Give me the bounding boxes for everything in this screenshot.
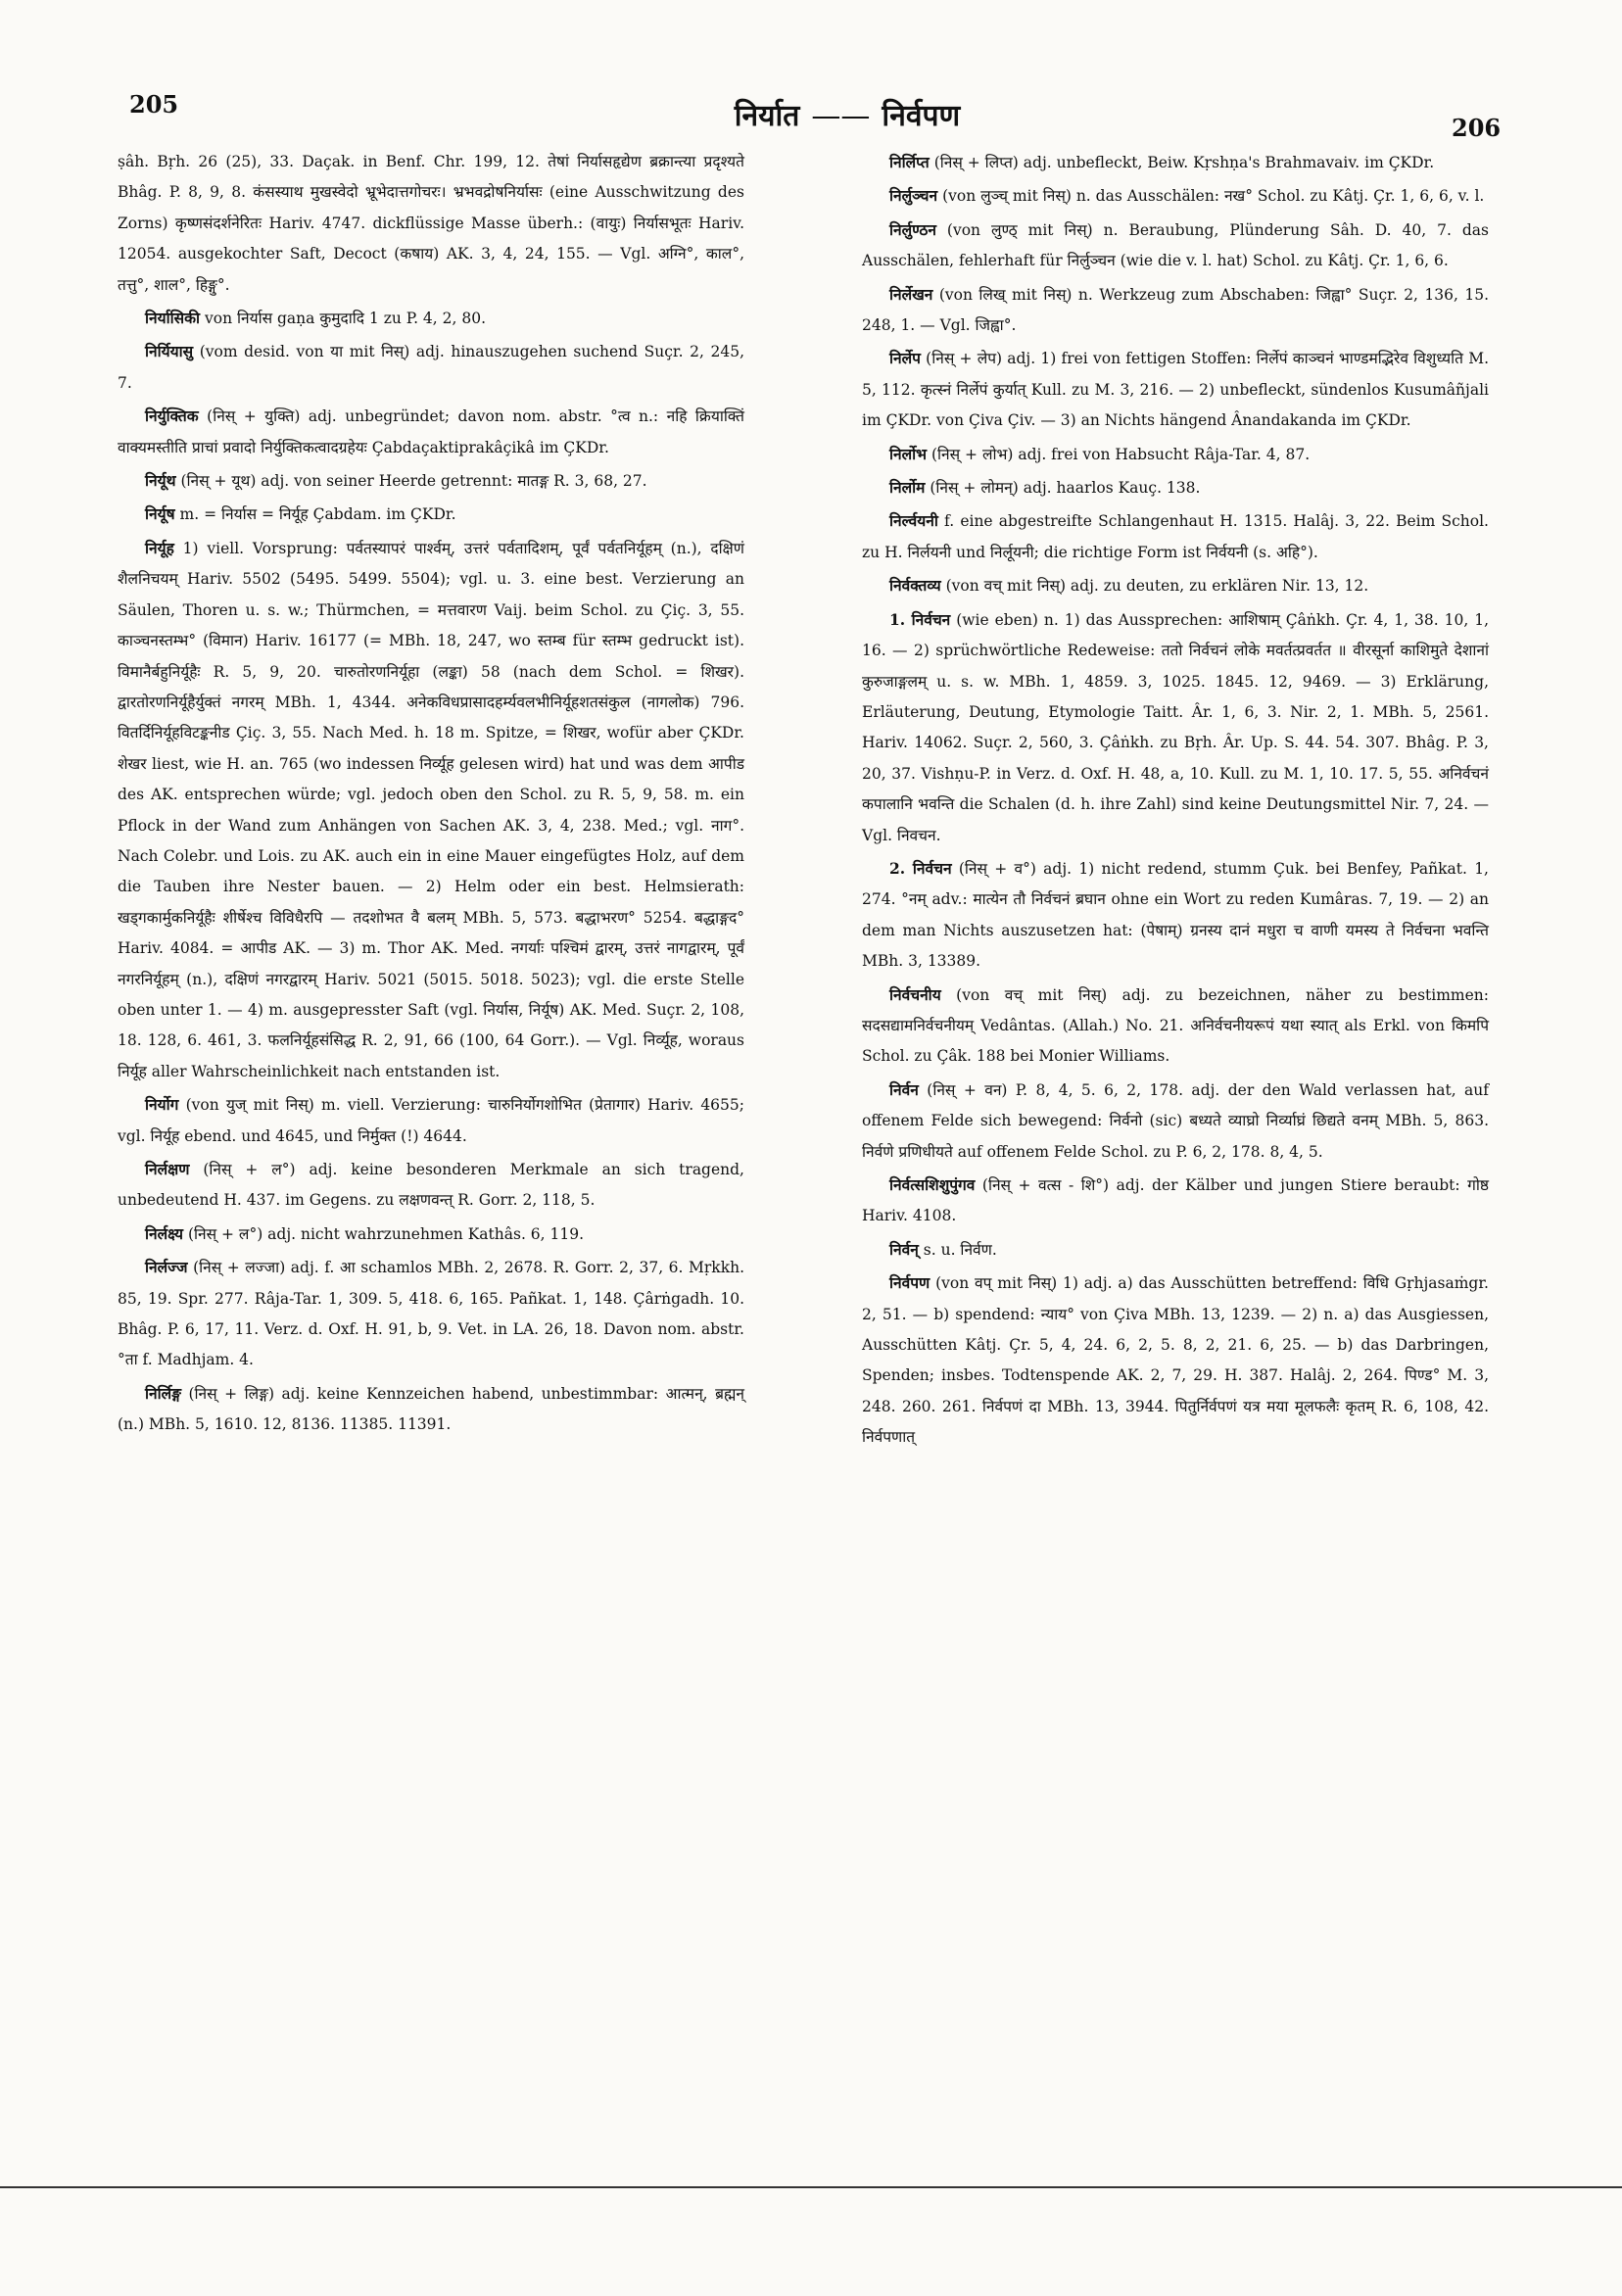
entry-headword: निर्लज्ज xyxy=(145,1258,188,1277)
entry-headword: निर्लुञ्चन xyxy=(889,186,938,206)
entry-text: (निस् + लज्जा) adj. f. आ schamlos MBh. 2, 2678. R. Gorr. 2, 37, 6. Mṛkkh. 85, 19. Spr. 277. Râja-Tar. 1, 309. 5, 418. 6, 165. Pañkat. 1, 148. Çârṅgadh. 10. Bhâg. P. 6, 17, 11. Verz. d. Oxf. H. 91, b, 9. Vet. in LA. 26, 18. Davon nom. abstr. °ता f. Madhjam. 4. xyxy=(118,1259,744,1369)
header-dash: —— xyxy=(811,99,871,133)
entry-headword: निर्ल्वयनी xyxy=(889,511,938,531)
running-header xyxy=(686,94,1009,134)
entry-headword: निर्यूष xyxy=(145,504,175,524)
entry-text: (निस् + लोमन्) adj. haarlos Kauç. 138. xyxy=(930,479,1201,498)
entry-headword: निर्यूह xyxy=(145,538,174,557)
dictionary-entry xyxy=(862,180,1489,212)
entry-text: (निस् + लोभ) adj. frei von Habsucht Râja-Tar. 4, 87. xyxy=(930,445,1311,463)
entry-headword: निर्यासिकी xyxy=(145,309,201,328)
dictionary-entry xyxy=(118,401,744,463)
entry-headword: निर्वन् xyxy=(889,1239,919,1259)
entry-headword: निर्लोभ xyxy=(889,444,928,463)
dictionary-entry xyxy=(118,336,744,399)
dictionary-entry xyxy=(862,343,1489,436)
entry-headword: निर्लक्ष्य xyxy=(145,1223,184,1243)
dictionary-entry xyxy=(862,472,1489,503)
entry-text: (निस् + लेप) adj. 1) frei von fettigen Stoffen: निर्लेपं काञ्चनं भाण्डमद्भिरेव विशुध्यति M. 5, 112. कृत्स्नं निर्लेपं कुर्यात् Kull. zu M. 3, 216. — 2) unbefleckt, sündenlos Kusumâñjali im ÇKDr. von Çiva Çiv. — 3) an Nichts hängend Ânandakanda im ÇKDr. xyxy=(862,350,1489,430)
dictionary-entry xyxy=(118,499,744,530)
entry-text: (von वप् mit निस्) 1) adj. a) das Ausschütten betreffend: विधि Gṛhjasaṁgr. 2, 51. — b) spendend: न्याय° von Çiva MBh. 13, 1239. — 2) n. a) das Ausgiessen, Ausschütten Kâtj. Çr. 5, 4, 24. 6, 2, 5. 8, 2, 21. 6, 25. — b) das Darbringen, Spenden; insbes. Todtenspende AK. 2, 7, 29. H. 387. Halâj. 2, 264. पिण्ड° M. 3, 248. 260. 261. निर्वपणं दा MBh. 13, 3944. पितुर्निर्वपणं यत्र मया मूलफलैः कृतम् R. 6, 108, 42. निर्वपणात् xyxy=(862,1274,1489,1447)
entry-text: s. u. निर्वण. xyxy=(923,1240,997,1259)
entry-headword: निर्लिङ्ग xyxy=(145,1383,181,1403)
entry-headword: निर्वन xyxy=(889,1079,919,1099)
entry-headword: निर्वत्सशिशुपुंगव xyxy=(889,1175,976,1194)
dictionary-entry xyxy=(862,570,1489,601)
entry-text: (von लिख् mit निस्) n. Werkzeug zum Abschaben: जिह्वा° Suçr. 2, 136, 15. 248, 1. — Vgl. जिह्वा°. xyxy=(862,285,1489,335)
dictionary-entry xyxy=(118,1089,744,1152)
entry-headword: निर्यियासु xyxy=(145,342,194,361)
entry-text: (निस् + लिप्त) adj. unbefleckt, Beiw. Kṛshṇa's Brahmavaiv. im ÇKDr. xyxy=(933,154,1435,171)
entry-text: (von वच् mit निस्) adj. zu bezeichnen, näher zu bestimmen: सदसद्यामनिर्वचनीयम् Vedântas. (Allah.) No. 21. अनिर्वचनीयरूपं यथा स्यात् als Erkl. von किमपि Schol. zu Çâk. 188 bei Monier Williams. xyxy=(862,985,1489,1066)
dictionary-entry xyxy=(118,1154,744,1217)
dictionary-entry xyxy=(862,215,1489,277)
dictionary-entry xyxy=(118,1378,744,1441)
dictionary-entry xyxy=(862,505,1489,568)
entry-text: (von युज् mit निस्) m. viell. Verzierung: चारुनिर्योगशोभित (प्रेतागार) Hariv. 4655; vgl. निर्यूह ebend. und 4645, und निर्मुक्त (!) 4644. xyxy=(118,1096,744,1145)
entry-text: (निस् + वन) P. 8, 4, 5. 6, 2, 178. adj. der den Wald verlassen hat, auf offenem Felde sich bewegend: निर्वनो (sic) बध्यते व्याघ्रो निर्व्याघ्रं छिद्यते वनम् MBh. 5, 863. निर्वणे प्रणिधीयते auf offenem Felde Schol. zu P. 6, 2, 178. 8, 4, 5. xyxy=(862,1080,1489,1161)
entry-headword: निर्वक्तव्य xyxy=(889,576,941,596)
entry-text: (निस् + वत्स - शि°) adj. der Kälber und jungen Stiere beraubt: गोष्ठ Hariv. 4108. xyxy=(862,1176,1489,1225)
entry-text: ṣâh. Bṛh. 26 (25), 33. Daçak. in Benf. Chr. 199, 12. तेषां निर्यासहृद्येण ब्रक्रान्त्या प्रदृश्यते Bhâg. P. 8, 9, 8. कंसस्याथ मुखस्वेदो भ्रूभेदात्तगोचरः। भ्रभवद्रोषनिर्यासः (eine Ausschwitzung des Zorns) कृष्णसंदर्शनेरितः Hariv. 4747. dickflüssige Masse überh.: (वायुः) निर्यासभूतः Hariv. 12054. ausgekochter Saft, Decoct (कषाय) AK. 3, 4, 24, 155. — Vgl. अग्नि°, काल°, तत्तु°, शाल°, हिङ्गु°. xyxy=(118,153,744,294)
dictionary-entry xyxy=(862,1268,1489,1453)
bottom-rule xyxy=(0,2186,1622,2188)
header-first-word: निर्यात xyxy=(734,99,800,133)
entry-text: (निस् + लिङ्ग) adj. keine Kennzeichen habend, unbestimmbar: आत्मन्, ब्रह्मन् (n.) MBh. 5, 1610. 12, 8136. 11385. 11391. xyxy=(118,1384,744,1434)
entry-text: von निर्यास gaṇa कुमुदादि 1 zu P. 4, 2, 80. xyxy=(204,310,487,328)
dictionary-entry xyxy=(118,147,744,301)
entry-text: (निस् + ल°) adj. nicht wahrzunehmen Kathâs. 6, 119. xyxy=(187,1224,585,1243)
entry-headword: निर्लोम xyxy=(889,478,926,498)
entry-headword: निर्लिप्त xyxy=(889,153,930,171)
dictionary-entry xyxy=(118,303,744,334)
entry-text: (निस् + यूथ) adj. von seiner Heerde getrennt: मातङ्ग R. 3, 68, 27. xyxy=(180,472,647,491)
dictionary-entry xyxy=(862,439,1489,470)
dictionary-entry xyxy=(862,604,1489,851)
entry-headword: निर्वचनीय xyxy=(889,984,941,1004)
entry-text: (von लुञ्च् mit निस्) n. das Ausschälen: नख° Schol. zu Kâtj. Çr. 1, 6, 6, v. l. xyxy=(942,187,1485,206)
entry-headword: 1. निर्वचन xyxy=(889,609,951,629)
entry-headword: निर्लेखन xyxy=(889,284,933,304)
entry-text: (von लुण्ठ् mit निस्) n. Beraubung, Plünderung Sâh. D. 40, 7. das Ausschälen, fehlerhaft für निर्लुञ्चन (wie die v. l. hat) Schol. zu Kâtj. Çr. 1, 6, 6. xyxy=(862,220,1489,270)
entry-text: (vom desid. von या mit निस्) adj. hinauszugehen suchend Suçr. 2, 245, 7. xyxy=(118,343,744,392)
dictionary-entry xyxy=(862,980,1489,1073)
dictionary-entry xyxy=(862,279,1489,342)
dictionary-entry xyxy=(118,533,744,1087)
page-number-right: 206 xyxy=(1452,114,1502,142)
dictionary-entry xyxy=(862,1234,1489,1266)
page-number-left: 205 xyxy=(129,90,179,119)
entry-text: f. eine abgestreifte Schlangenhaut H. 1315. Halâj. 3, 22. Beim Schol. zu H. निर्लयनी und निर्लूयनी; die richtige Form ist निर्वयनी (s. अहि°). xyxy=(862,512,1489,561)
dictionary-entry xyxy=(118,1219,744,1250)
entry-headword: 2. निर्वचन xyxy=(889,858,952,878)
entry-headword: निर्लक्षण xyxy=(145,1160,190,1178)
dictionary-entry xyxy=(118,1252,744,1376)
entry-headword: निर्वपण xyxy=(889,1273,930,1293)
header-last-word: निर्वपण xyxy=(882,99,961,133)
dictionary-entry xyxy=(862,1170,1489,1232)
entry-headword: निर्लुण्ठन xyxy=(889,219,936,239)
entry-headword: निर्योग xyxy=(145,1095,179,1115)
entry-text: (निस् + व°) adj. 1) nicht redend, stumm Çuk. bei Benfey, Pañkat. 1, 274. °नम् adv.: मात्येन तौ निर्वचनं ब्रघान ohne ein Wort zu reden Kumâras. 7, 19. — 2) an dem man Nichts auszusetzen hat: (पेषाम्) ग्रनस्य दानं मधुरा च वाणी यमस्य ते निर्वचना भवन्ति MBh. 3, 13389. xyxy=(862,859,1489,971)
entry-headword: निर्यूथ xyxy=(145,471,176,491)
dictionary-entry xyxy=(118,465,744,497)
dictionary-entry xyxy=(862,853,1489,978)
dictionary-entry xyxy=(862,147,1489,178)
left-column xyxy=(118,147,744,1441)
entry-headword: निर्लेप xyxy=(889,349,921,368)
entry-text: (निस् + ल°) adj. keine besonderen Merkmale an sich tragend, unbedeutend H. 437. im Gegens. zu लक्षणवन्त् R. Gorr. 2, 118, 5. xyxy=(118,1161,744,1210)
entry-text: 1) viell. Vorsprung: पर्वतस्यापरं पार्श्वम्, उत्तरं पर्वतादिशम्, पूर्वं पर्वतनिर्यूहम् (n.), दक्षिणं शैलनिचयम् Hariv. 5502 (5495. 5499. 5504); vgl. u. 3. eine best. Verzierung an Säulen, Thoren u. s. w.; Thürmchen, = मत्तवारण Vaij. beim Schol. zu Çiç. 3, 55. काञ्चनस्तम्भ° (विमान) Hariv. 16177 (= MBh. 18, 247, wo स्तम्ब für स्तम्भ gedruckt ist). विमानैर्बहुनिर्यूहैः R. 5, 9, 20. चारुतोरणनिर्यूहा (लङ्का) 58 (nach dem Schol. = शिखर). द्वारतोरणनिर्यूहैर्युक्तं नगरम् MBh. 1, 4344. अनेकविधप्रासादहर्म्यवलभीनिर्यूहशतसंकुल (नागलोक) 796. वितर्दिनिर्यूहविटङ्कनीड Çiç. 3, 55. Nach Med. h. 18 m. Spitze, = शिखर, wofür aber ÇKDr. शेखर liest, wie H. an. 765 (wo indessen निर्व्यूह gelesen wird) hat und was dem आपीड des AK. entsprechen würde; vgl. jedoch oben den Schol. zu R. 5, 9, 58. m. ein Pflock in der Wand zum Anhängen von Sachen AK. 3, 4, 238. Med.; vgl. नाग°. Nach Colebr. und Lois. zu AK. auch ein in eine Mauer eingefügtes Holz, auf dem die Tauben ihre Nester bauen. — 2) Helm oder ein best. Helmsierath: खड्गकार्मुकनिर्यूहैः शीर्षेश्च विविधैरपि — तदशोभत वै बलम् MBh. 5, 573. बद्धाभरण° 5254. बद्धाङ्गद° Hariv. 4084. = आपीड AK. — 3) m. Thor AK. Med. नगर्याः पश्चिमं द्वारम्, उत्तरं नागद्वारम्, पूर्वं नगरनिर्यूहम् (n.), दक्षिणं नगरद्वारम् Hariv. 5021 (5015. 5018. 5023); vgl. die erste Stelle oben unter 1. — 4) m. ausgepresster Saft (vgl. निर्यास, निर्यूष) AK. Med. Suçr. 2, 108, 18. 128, 6. 461, 3. फलनिर्यूहसंसिद्ध R. 2, 91, 66 (100, 64 Gorr.). — Vgl. निर्व्यूह, woraus निर्यूह aller Wahrscheinlichkeit nach entstanden ist. xyxy=(118,539,744,1080)
entry-text: (wie eben) n. 1) das Aussprechen: आशिषाम् Çâṅkh. Çr. 4, 1, 38. 10, 1, 16. — 2) sprüchwörtliche Redeweise: ततो निर्वचनं लोके मवर्तत्प्रवर्तत ॥ वीरसूर्ना काशिमुते देशानां कुरुजाङ्गलम् u. s. w. MBh. 1, 4859. 3, 1025. 1845. 12, 9469. — 3) Erklärung, Erläuterung, Deutung, Etymologie Taitt. Âr. 1, 6, 3. Nir. 2, 1. MBh. 5, 2561. Hariv. 14062. Suçr. 2, 560, 3. Çâṅkh. zu Bṛh. Âr. Up. S. 44. 54. 307. Bhâg. P. 3, 20, 37. Vishṇu-P. in Verz. d. Oxf. H. 48, a, 10. Kull. zu M. 1, 10. 17. 5, 55. अनिर्वचनं कपालानि भवन्ति die Schalen (d. h. ihre Zahl) sind keine Deutungsmittel Nir. 7, 24. — Vgl. निवचन. xyxy=(862,610,1489,844)
entry-text: (निस् + युक्ति) adj. unbegründet; davon nom. abstr. °त्व n.: नहि क्रियाक्तिं वाक्यमस्तीति प्राचां प्रवादो निर्युक्तिकत्वादग्रहेयः Çabdaçaktiprakâçikâ im ÇKDr. xyxy=(118,407,744,456)
entry-text: m. = निर्यास = निर्यूह Çabdam. im ÇKDr. xyxy=(179,505,456,524)
entry-text: (von वच् mit निस्) adj. zu deuten, zu erklären Nir. 13, 12. xyxy=(945,577,1369,596)
dictionary-entry xyxy=(862,1075,1489,1168)
right-column xyxy=(862,147,1489,1454)
entry-headword: निर्युक्तिक xyxy=(145,407,199,426)
